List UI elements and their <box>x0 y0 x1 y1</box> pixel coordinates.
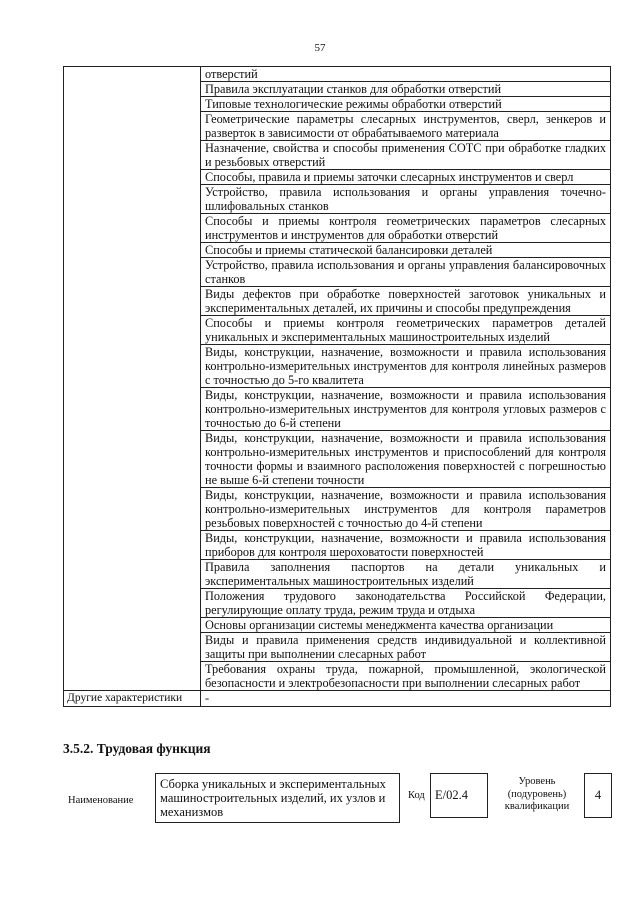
knowledge-item: Способы, правила и приемы заточки слесарных инструментов и сверл <box>201 170 610 185</box>
name-label: Наименование <box>68 795 134 806</box>
knowledge-item: Положения трудового законодательства Российской Федерации, регулирующие оплату труда, режим труда и отдыха <box>201 589 610 618</box>
other-characteristics-label: Другие характеристики <box>64 691 201 707</box>
knowledge-row <box>64 67 611 691</box>
knowledge-item: отверстий <box>201 67 610 82</box>
name-value-box: Сборка уникальных и экспериментальных машиностроительных изделий, их узлов и механизмов <box>155 773 400 823</box>
page-number: 57 <box>314 42 326 54</box>
knowledge-item: Виды, конструкции, назначение, возможности и правила использования контрольно-измерительных инструментов для контроля угловых размеров с точностью до 6-й степени <box>201 388 610 431</box>
knowledge-item: Основы организации системы менеджмента качества организации <box>201 618 610 633</box>
knowledge-item: Устройство, правила использования и органы управления балансировочных станков <box>201 258 610 287</box>
code-label: Код <box>408 790 425 801</box>
level-value-box: 4 <box>584 773 612 818</box>
knowledge-item: Устройство, правила использования и органы управления точечно-шлифовальных станков <box>201 185 610 214</box>
knowledge-item: Виды и правила применения средств индивидуальной и коллективной защиты при выполнении слесарных работ <box>201 633 610 662</box>
knowledge-item: Способы и приемы статической балансировки деталей <box>201 243 610 258</box>
other-characteristics-value: - <box>201 691 611 707</box>
knowledge-item: Правила эксплуатации станков для обработки отверстий <box>201 82 610 97</box>
knowledge-item: Виды, конструкции, назначение, возможности и правила использования контрольно-измерительных инструментов для контроля параметров резьбовых поверхностей с точностью до 4-й степени <box>201 488 610 531</box>
level-label: Уровень (подуровень) квалификации <box>504 776 570 812</box>
knowledge-item: Виды, конструкции, назначение, возможности и правила использования контрольно-измерительных инструментов и приспособлений для контроля точности формы и взаимного расположения поверхностей с погрешностью не выше 6-й степени точности <box>201 431 610 488</box>
knowledge-item: Геометрические параметры слесарных инструментов, сверл, зенкеров и разверток в зависимости от обрабатываемого материала <box>201 112 610 141</box>
knowledge-list <box>201 67 610 690</box>
knowledge-item: Требования охраны труда, пожарной, промышленной, экологической безопасности и электробезопасности при выполнении слесарных работ <box>205 662 606 690</box>
section-heading: 3.5.2. Трудовая функция <box>63 741 211 756</box>
knowledge-item: Способы и приемы контроля геометрических параметров деталей уникальных и экспериментальных машиностроительных изделий <box>201 316 610 345</box>
knowledge-item: Виды дефектов при обработке поверхностей заготовок уникальных и экспериментальных деталей, их причины и способы предупреждения <box>201 287 610 316</box>
knowledge-label-cell <box>64 67 201 691</box>
knowledge-item: Типовые технологические режимы обработки отверстий <box>201 97 610 112</box>
knowledge-item: Виды, конструкции, назначение, возможности и правила использования контрольно-измерительных инструментов для контроля линейных размеров с точностью до 5-го квалитета <box>201 345 610 388</box>
code-value-box: E/02.4 <box>430 773 488 818</box>
knowledge-cell <box>201 67 611 691</box>
knowledge-item: Способы и приемы контроля геометрических параметров слесарных инструментов и инструментов для обработки отверстий <box>201 214 610 243</box>
other-characteristics-row <box>64 691 611 707</box>
knowledge-item: Правила заполнения паспортов на детали уникальных и экспериментальных машиностроительных изделий <box>201 560 610 589</box>
knowledge-item: Назначение, свойства и способы применения СОТС при обработке гладких и резьбовых отверстий <box>201 141 610 170</box>
requirements-table <box>63 66 611 707</box>
knowledge-item: Виды, конструкции, назначение, возможности и правила использования приборов для контроля шероховатости поверхностей <box>201 531 610 560</box>
